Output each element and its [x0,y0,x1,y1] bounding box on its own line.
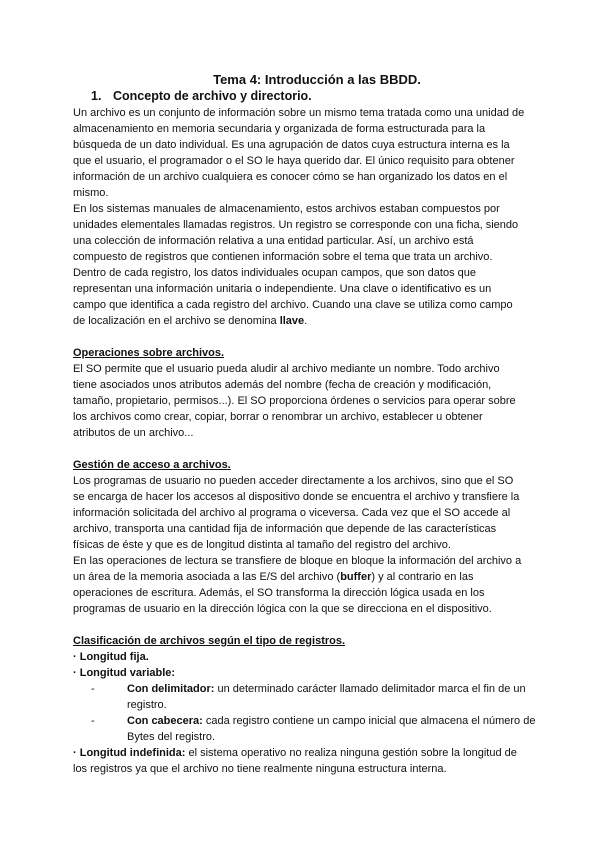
text-line [73,729,543,745]
blank-line [73,617,543,633]
text-line [73,521,543,537]
text-run: físicas de éste y que es de longitud distinta al tamaño del registro del archivo. [73,539,451,551]
bold-text: buffer [340,571,372,583]
bold-text: Con delimitador: [127,683,215,695]
text-run: programas de usuario en la dirección lógica con la que se direcciona en el dispositivo. [73,603,492,615]
sub-bullet-item [73,713,543,745]
bold-text: Con cabecera: [127,715,203,727]
bold-text: · Longitud variable: [73,667,176,679]
text-run: de localización en el archivo se denomina [73,315,280,327]
text-line [73,681,543,697]
sub-bullet-item [73,681,543,713]
text-line [73,169,543,185]
text-run: Los programas de usuario no pueden acceder directamente a los archivos, sino que el SO [73,475,514,487]
text-line [73,377,543,393]
subsection-heading: Operaciones sobre archivos. [73,347,225,359]
text-run: búsqueda de un dato individual. Es una agrupación de datos cuya estructura interna es la [73,139,510,151]
text-run: campo que identifica a cada registro del archivo. Cuando una clave se utiliza como campo [73,299,513,311]
text-run: el sistema operativo no realiza ninguna gestión sobre la longitud de [185,747,517,759]
text-line [73,649,543,665]
text-line [73,761,543,777]
text-line [73,697,543,713]
heading-number: 1. [91,89,102,103]
paragraph [73,361,543,441]
text-run: unidades elementales llamadas registros. Un registro se corresponde con una ficha, siendo [73,219,519,231]
bold-text: llave [279,315,305,327]
text-line [73,585,543,601]
text-run: un determinado carácter llamado delimitador marca el fin de un [214,683,526,695]
text-run: compuesto de registros que contienen información sobre el tema que trata un archivo. [73,251,493,263]
text-run: información solicitada del archivo al programa o viceversa. Cada vez que el SO accede al [73,507,511,519]
document-body [73,105,543,777]
text-line [73,121,543,137]
text-line [73,217,543,233]
text-line [73,489,543,505]
text-run: En los sistemas manuales de almacenamiento, estos archivos estaban compuestos por [73,203,500,215]
text-run: un área de la memoria asociada a las E/S del archivo ( [73,571,341,583]
subsection-heading: Gestión de acceso a archivos. [73,459,231,471]
paragraph [73,745,543,777]
text-run: ) y al contrario en las [371,571,474,583]
text-run: cada registro contiene un campo inicial que almacena el número de [202,715,536,727]
paragraph [73,649,543,681]
text-run: archivo, transporta una cantidad fija de información que depende de las características [73,523,497,535]
text-run: mismo. [73,187,109,199]
text-line [73,505,543,521]
text-line [73,409,543,425]
text-line [73,537,543,553]
text-run: una colección de información relativa a una entidad particular. Así, un archivo está [73,235,474,247]
text-run: En las operaciones de lectura se transfiere de bloque en bloque la información del archivo a [73,555,522,567]
document-title: Tema 4: Introducción a las BBDD. [213,72,421,87]
text-line [73,601,543,617]
text-line [73,249,543,265]
text-line [73,553,543,569]
text-run: los registros ya que el archivo no tiene realmente ninguna estructura interna. [73,763,447,775]
text-line [73,569,543,585]
text-line [73,233,543,249]
text-line [73,361,543,377]
paragraph [73,473,543,617]
text-run: . [304,315,308,327]
blank-line [73,329,543,345]
text-run: representan una información unitaria o independiente. Una clave o identificativo es un [73,283,492,295]
text-run: Dentro de cada registro, los datos individuales ocupan campos, que son datos que [73,267,476,279]
text-line [73,313,543,329]
text-run: que el usuario, el programador o el SO le haya querido dar. El único requisito para obtener [73,155,515,167]
text-line [73,137,543,153]
text-line [73,105,543,121]
text-line [73,297,543,313]
text-line [73,713,543,729]
text-run: Bytes del registro. [127,731,216,743]
text-run: tamaño, propietario, permisos...). El SO proporciona órdenes o servicios para operar sobre [73,395,516,407]
text-line [73,393,543,409]
text-line [73,153,543,169]
text-line [73,201,543,217]
section-heading [73,88,543,105]
text-run: Un archivo es un conjunto de información sobre un mismo tema tratada como una unidad de [73,107,525,119]
dash-bullet: - [91,683,95,695]
text-run: El SO permite que el usuario pueda aludir al archivo mediante un nombre. Todo archivo [73,363,500,375]
bold-text: · Longitud fija. [73,651,149,663]
text-line [73,185,543,201]
text-line [73,281,543,297]
subsection-heading: Clasificación de archivos según el tipo de registros. [73,635,346,647]
text-line [73,265,543,281]
blank-line [73,441,543,457]
text-line [73,745,543,761]
heading-text: Concepto de archivo y directorio. [113,89,312,103]
text-run: los archivos como crear, copiar, borrar o renombrar un archivo, establecer u obtener [73,411,483,423]
text-run: se encarga de hacer los accesos al dispositivo donde se encuentra el archivo y transfiere la [73,491,520,503]
paragraph [73,105,543,329]
text-run: atributos de un archivo... [73,427,194,439]
text-line [73,665,543,681]
text-line [73,425,543,441]
text-run: información de un archivo cualquiera es conocer cómo se han organizado los datos en el [73,171,508,183]
text-run: registro. [127,699,167,711]
text-line [73,473,543,489]
dash-bullet: - [91,715,95,727]
text-run: operaciones de escritura. Además, el SO transforma la dirección lógica usada en los [73,587,485,599]
bold-text: · Longitud indefinida: [73,747,186,759]
text-run: almacenamiento en memoria secundaria y organizada de forma estructurada para la [73,123,486,135]
document-page [73,72,543,777]
text-run: tiene asociados unos atributos además del nombre (fecha de creación y modificación, [73,379,492,391]
